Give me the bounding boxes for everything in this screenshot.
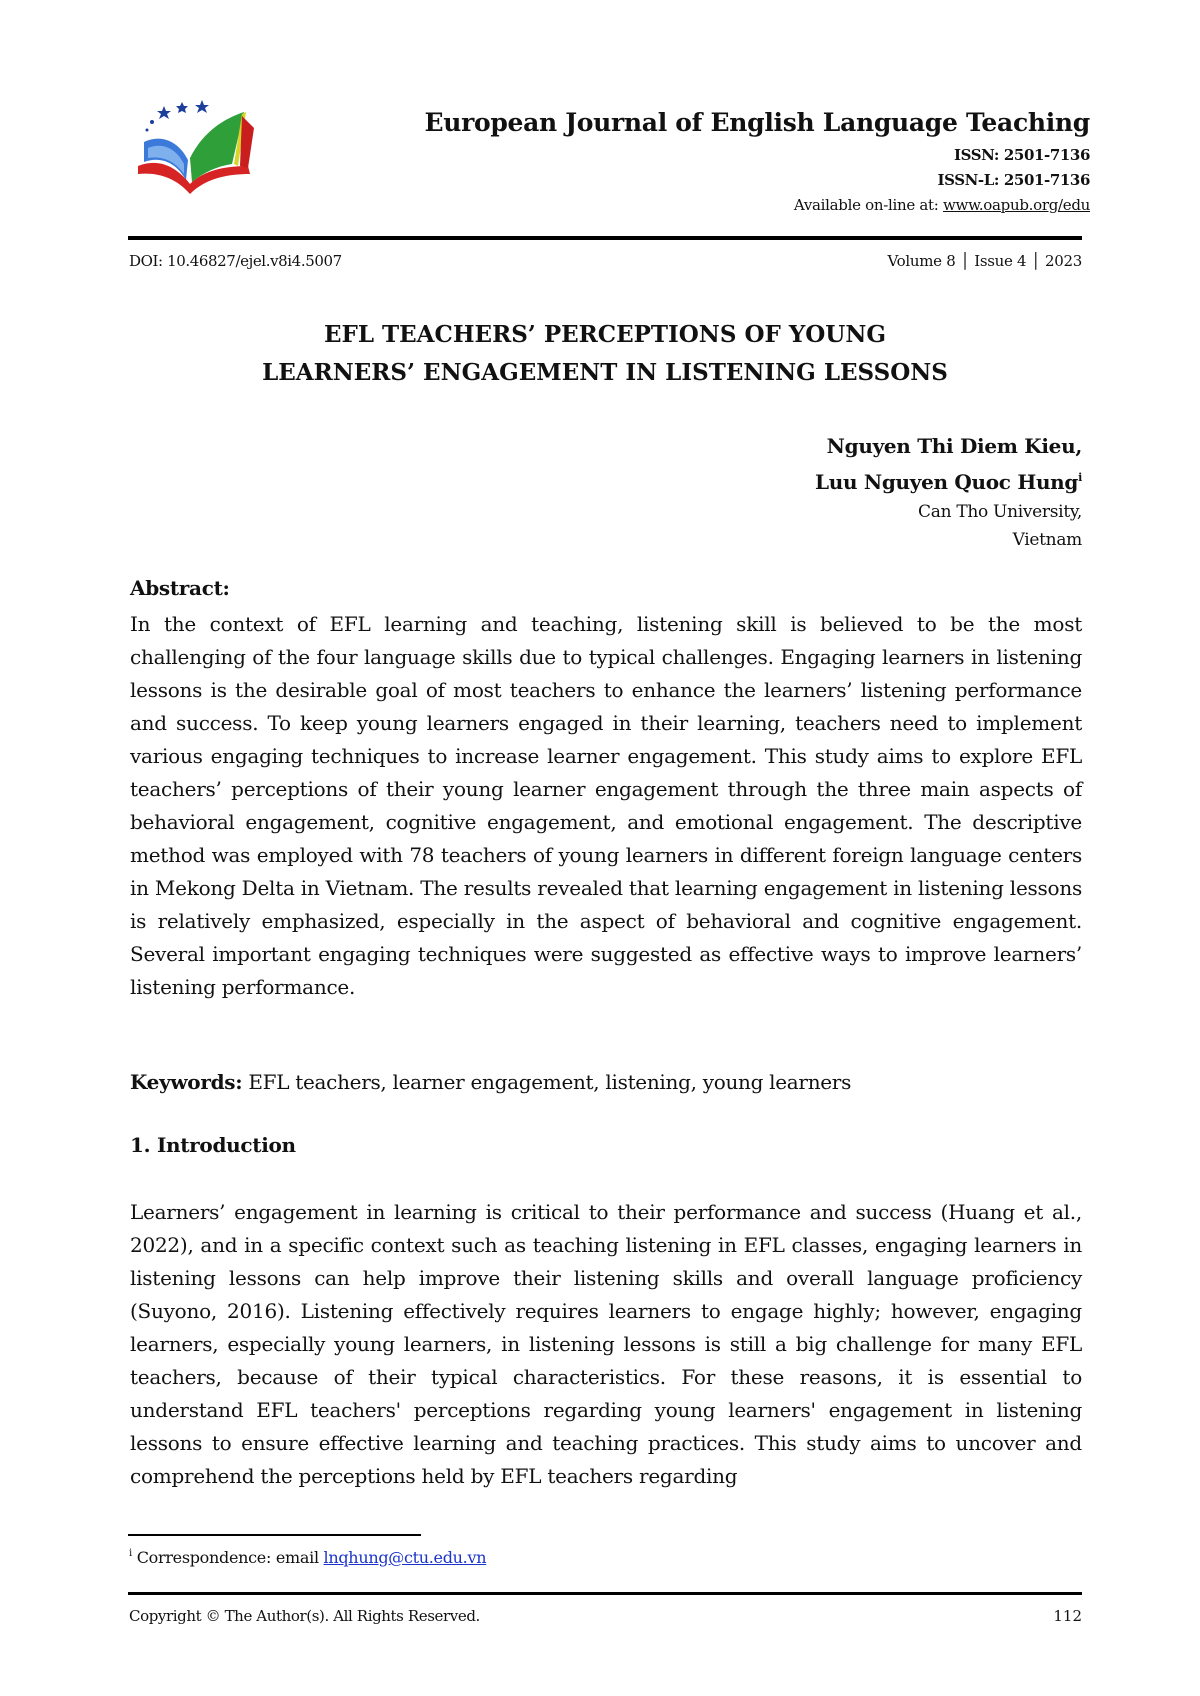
paper-title xyxy=(128,316,1082,392)
keywords xyxy=(130,1070,851,1094)
abstract-heading: Abstract: xyxy=(130,576,230,600)
footnote-mark: i xyxy=(129,1548,132,1559)
availability-line xyxy=(794,196,1090,214)
separator: │ xyxy=(960,252,970,270)
footnote-text: Correspondence: email xyxy=(131,1548,324,1567)
title-line-2: LEARNERS’ ENGAGEMENT IN LISTENING LESSONS xyxy=(262,359,948,386)
page-number: 112 xyxy=(1053,1607,1082,1625)
affiliation-1: Can Tho University, xyxy=(918,502,1082,522)
section-heading-introduction: 1. Introduction xyxy=(130,1133,296,1157)
keywords-label: Keywords: xyxy=(130,1070,243,1094)
issn-l: ISSN-L: 2501-7136 xyxy=(937,171,1090,189)
journal-title: European Journal of English Language Teaching xyxy=(424,108,1090,137)
abstract-text: In the context of EFL learning and teaching, listening skill is believed to be the most challenging of the four language skills due to typical challenges. Engaging learners in listening lessons is the desirable goal of most teachers to enhance the learners’ listening performance and success. To keep young learners engaged in their learning, teachers need to implement various engaging techniques to increase learner engagement. This study aims to explore EFL teachers’ perceptions of their young learner engagement through the three main aspects of behavioral engagement, cognitive engagement, and emotional engagement. The descriptive method was employed with 78 teachers of young learners in different foreign language centers in Mekong Delta in Vietnam. The results revealed that learning engagement in listening lessons is relatively emphasized, especially in the aspect of behavioral and cognitive engagement. Several important engaging techniques were suggested as effective ways to improve learners’ listening performance. xyxy=(130,612,1082,999)
author-2 xyxy=(815,462,1082,498)
doi: DOI: 10.46827/ejel.v8i4.5007 xyxy=(129,252,342,270)
correspondence-email-link[interactable]: lnqhung@ctu.edu.vn xyxy=(323,1548,487,1567)
affiliation-2: Vietnam xyxy=(1012,530,1082,550)
journal-logo-icon xyxy=(138,100,266,200)
separator: │ xyxy=(1031,252,1041,270)
journal-url-link[interactable]: www.oapub.org/edu xyxy=(942,196,1090,214)
footnote-marker: i xyxy=(1078,471,1082,484)
issue: Issue 4 xyxy=(974,252,1027,270)
author-2-name: Luu Nguyen Quoc Hung xyxy=(814,470,1079,494)
footnote xyxy=(129,1548,486,1567)
header-rule xyxy=(128,236,1082,240)
introduction-text: Learners’ engagement in learning is critical to their performance and success (Huang et al., 2022), and in a specific context such as teaching listening in EFL classes, engaging learners in listening lessons can help improve their listening skills and overall language proficiency (Suyono, 2016). Listening effectively requires learners to engage highly; however, engaging learners, especially young learners, in listening lessons is still a big challenge for many EFL teachers, because of their typical characteristics. For these reasons, it is essential to understand EFL teachers' perceptions regarding young learners' engagement in listening lessons to ensure effective learning and teaching practices. This study aims to uncover and comprehend the perceptions held by EFL teachers regarding xyxy=(130,1200,1082,1488)
footer-rule xyxy=(128,1592,1082,1595)
volume-issue-year xyxy=(888,252,1083,270)
author-1: Nguyen Thi Diem Kieu, xyxy=(826,434,1082,458)
year: 2023 xyxy=(1045,252,1082,270)
issn: ISSN: 2501-7136 xyxy=(953,146,1090,164)
copyright: Copyright © The Author(s). All Rights Reserved. xyxy=(129,1607,480,1625)
availability-label: Available on-line at: xyxy=(793,196,943,214)
footnote-rule xyxy=(128,1534,421,1536)
author-block xyxy=(815,430,1082,554)
title-line-1: EFL TEACHERS’ PERCEPTIONS OF YOUNG xyxy=(323,321,886,348)
volume: Volume 8 xyxy=(887,252,956,270)
keywords-text: EFL teachers, learner engagement, listening, young learners xyxy=(242,1070,852,1094)
